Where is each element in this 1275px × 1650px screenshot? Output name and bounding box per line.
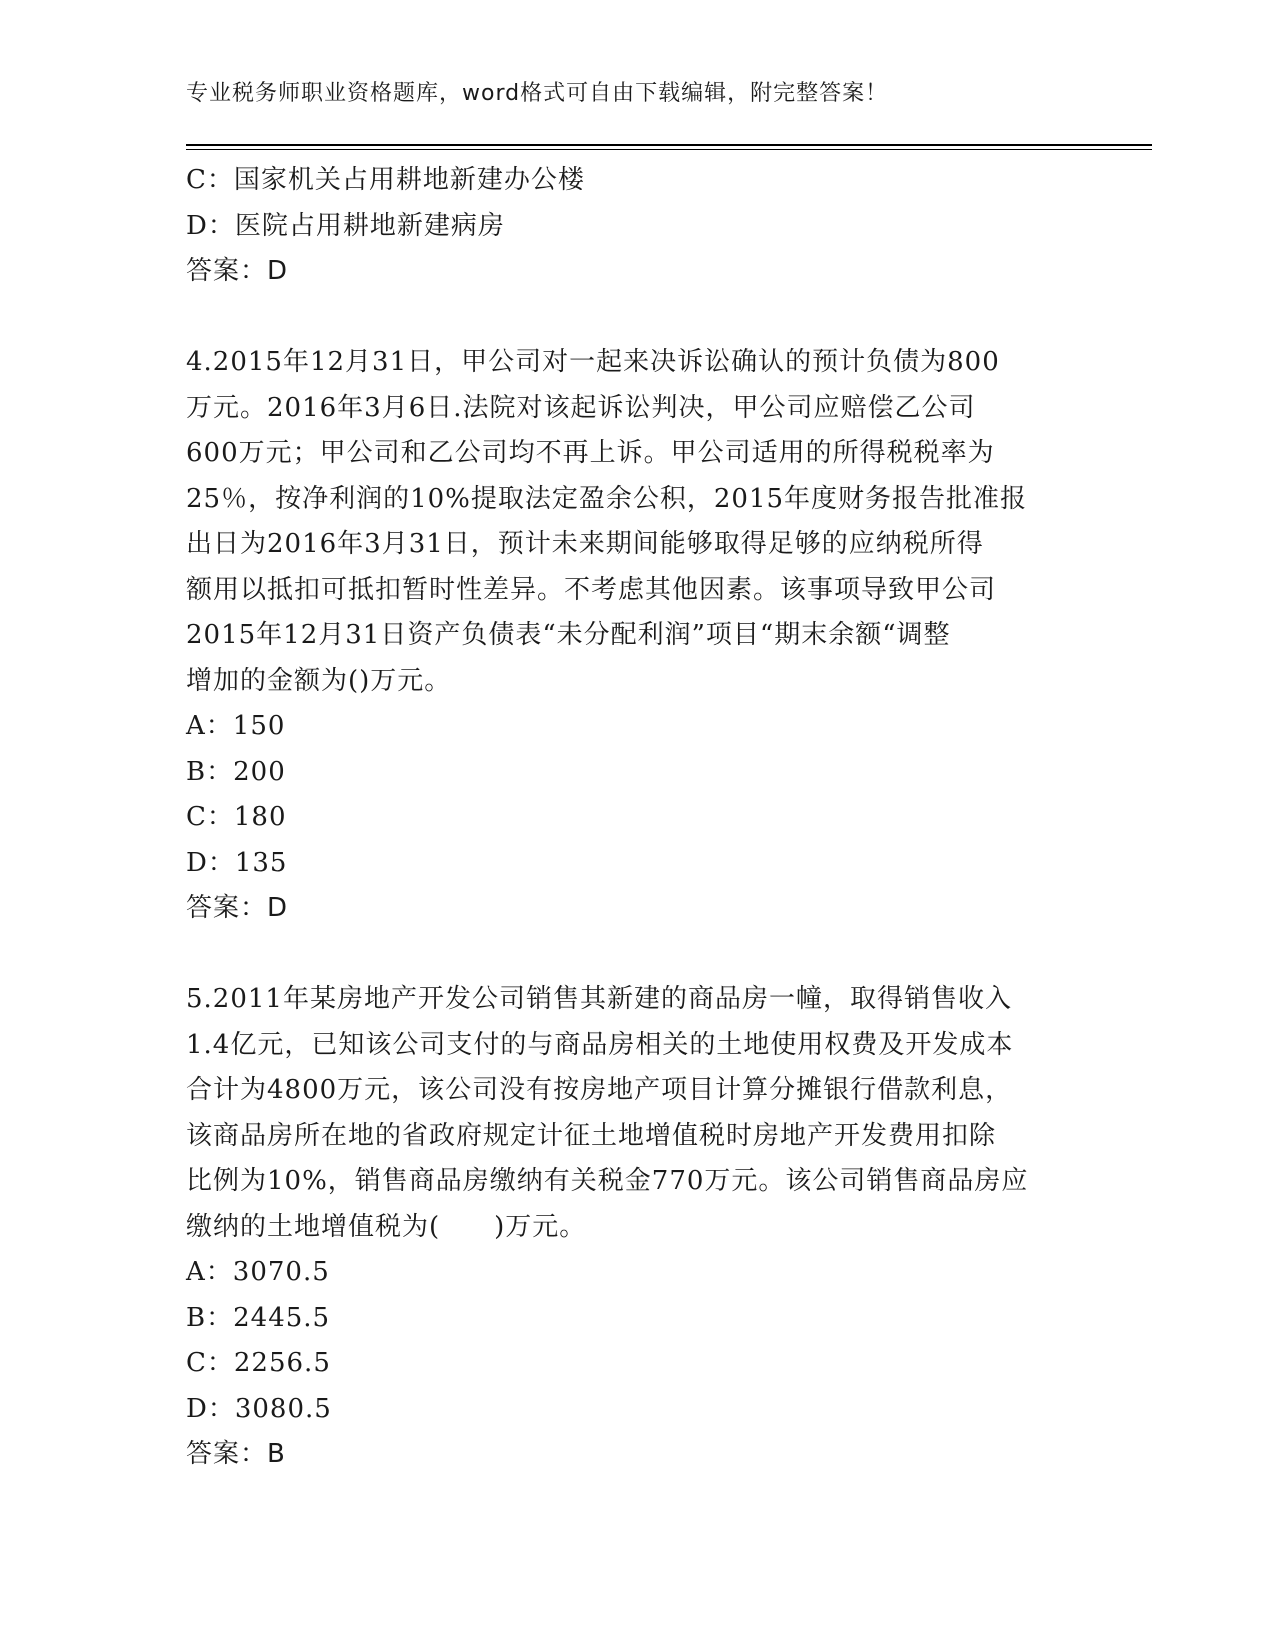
question-3-tail (186, 158, 1086, 295)
answer-line: 答案：D (186, 893, 289, 923)
answer-line: 答案：D (186, 256, 289, 286)
spacer (186, 932, 1086, 978)
option-d: D：3080.5 (186, 1393, 332, 1424)
option-c: C：2256.5 (186, 1348, 331, 1378)
question-text-line: 4.2015年12月31日，甲公司对一起来决诉讼确认的预计负债为800 (186, 347, 1000, 377)
option-c: C：国家机关占用耕地新建办公楼 (186, 165, 585, 195)
document-body (186, 158, 1086, 1478)
option-a: A：150 (186, 711, 286, 741)
answer-line: 答案：B (186, 1439, 286, 1469)
question-5 (186, 977, 1086, 1478)
option-d: D：医院占用耕地新建病房 (186, 210, 505, 241)
question-text-line: 合计为4800万元，该公司没有按房地产项目计算分摊银行借款利息， (186, 1075, 1013, 1105)
question-text-line: 600万元；甲公司和乙公司均不再上诉。甲公司适用的所得税税率为 (186, 438, 995, 468)
option-c: C：180 (186, 802, 287, 832)
question-text-line: 5.2011年某房地产开发公司销售其新建的商品房一幢，取得销售收入 (186, 984, 1012, 1014)
question-text-line: 万元。2016年3月6日.法院对该起诉讼判决，甲公司应赔偿乙公司 (186, 392, 976, 423)
page-header: 专业税务师职业资格题库，word格式可自由下载编辑，附完整答案！ (186, 81, 889, 106)
question-text-line: 2015年12月31日资产负债表“未分配利润”项目“期末余额“调整 (186, 620, 951, 650)
question-4 (186, 340, 1086, 932)
question-text-line: 出日为2016年3月31日，预计未来期间能够取得足够的应纳税所得 (186, 529, 984, 559)
header-rule-thin (186, 149, 1152, 150)
option-d: D：135 (186, 847, 288, 878)
option-a: A：3070.5 (186, 1257, 330, 1287)
question-text-line: 1.4亿元，已知该公司支付的与商品房相关的土地使用权费及开发成本 (186, 1029, 1014, 1060)
question-text-line: 比例为10%，销售商品房缴纳有关税金770万元。该公司销售商品房应 (186, 1166, 1029, 1196)
question-text-line: 该商品房所在地的省政府规定计征土地增值税时房地产开发费用扣除 (186, 1120, 997, 1151)
question-text-line: 25％，按净利润的10%提取法定盈余公积，2015年度财务报告批准报 (186, 483, 1028, 514)
header-rule-thick (186, 144, 1152, 146)
option-b: B：200 (186, 756, 286, 787)
question-text-line: 额用以抵扣可抵扣暂时性差异。不考虑其他因素。该事项导致甲公司 (186, 574, 997, 605)
question-text-line: 缴纳的土地增值税为( )万元。 (186, 1211, 587, 1242)
option-b: B：2445.5 (186, 1302, 331, 1333)
question-text-line: 增加的金额为()万元。 (186, 665, 452, 696)
spacer (186, 295, 1086, 341)
